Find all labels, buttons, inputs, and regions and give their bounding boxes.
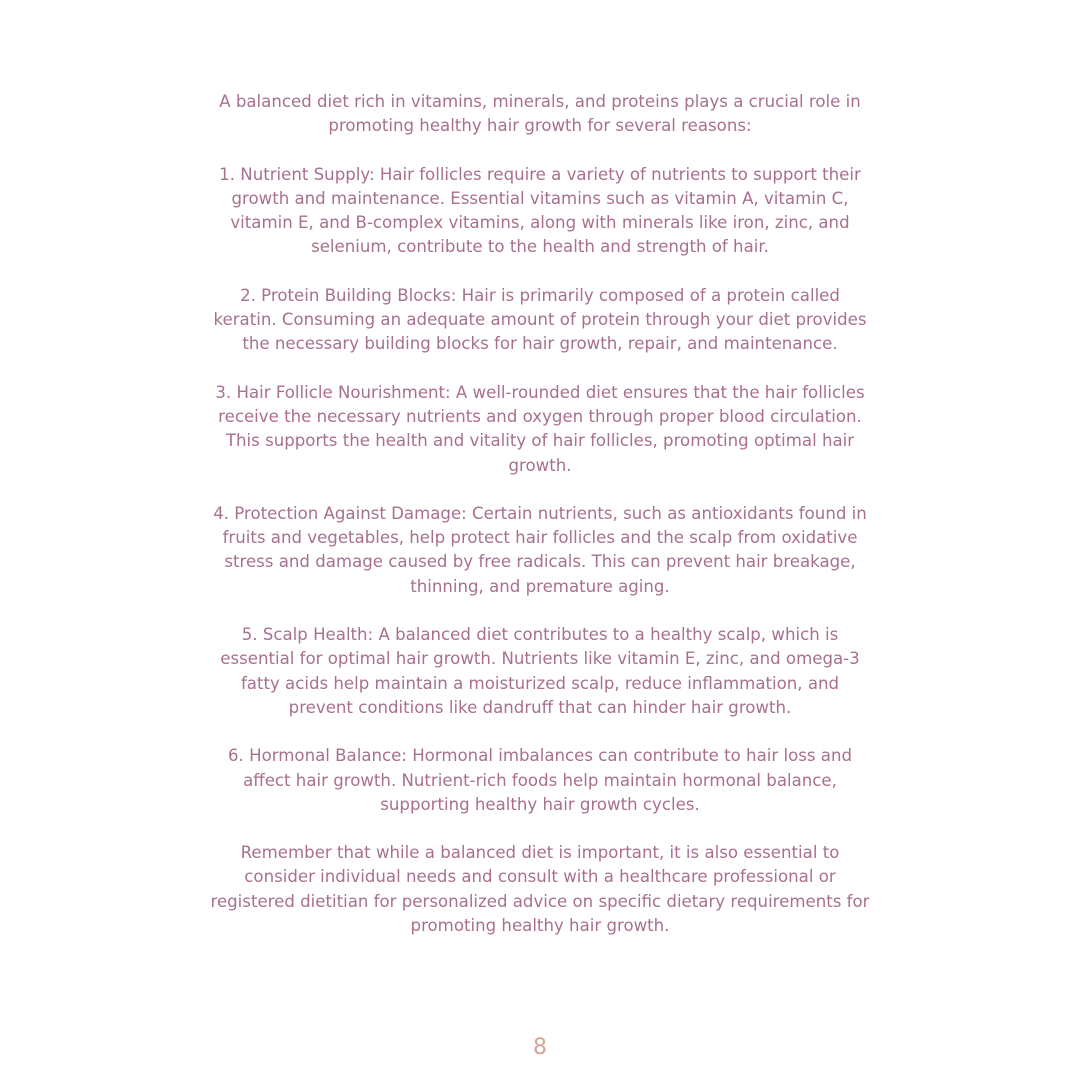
intro-paragraph: A balanced diet rich in vitamins, minerals, and proteins plays a crucial role in promoting healthy hair growth for several reasons: [219, 92, 861, 136]
list-item-protein-building-blocks: 2. Protein Building Blocks: Hair is primarily composed of a protein called keratin. Consuming an adequate amount of protein through your diet provides the necessary building blocks for hair growth, repair, and maintenance. [213, 285, 867, 354]
list-item-scalp-health: 5. Scalp Health: A balanced diet contributes to a healthy scalp, which is essential for optimal hair growth. Nutrients like vitamin E, zinc, and omega-3 fatty acids help maintain a moisturized scalp, reduce inflammation, and prevent conditions like dandruff that can hinder hair growth. [220, 625, 860, 717]
body-text [210, 90, 870, 938]
list-item-nutrient-supply: 1. Nutrient Supply: Hair follicles require a variety of nutrients to support their growth and maintenance. Essential vitamins such as vitamin A, vitamin C, vitamin E, and B-complex vitamins, along with minerals like iron, zinc, and selenium, contribute to the health and strength of hair. [219, 164, 861, 257]
list-item-hormonal-balance: 6. Hormonal Balance: Hormonal imbalances can contribute to hair loss and affect hair growth. Nutrient-rich foods help maintain hormonal balance, supporting healthy hair growth cycles. [228, 746, 852, 814]
page-number: 8 [533, 1035, 547, 1060]
closing-paragraph: Remember that while a balanced diet is important, it is also essential to consider individual needs and consult with a healthcare professional or registered dietitian for personalized advice on specific dietary requirements for promoting healthy hair growth. [210, 843, 870, 936]
list-item-hair-follicle-nourishment: 3. Hair Follicle Nourishment: A well-rounded diet ensures that the hair follicles receive the necessary nutrients and oxygen through proper blood circulation. This supports the health and vitality of hair follicles, promoting optimal hair growth. [215, 382, 865, 475]
list-item-protection-against-damage: 4. Protection Against Damage: Certain nutrients, such as antioxidants found in fruits and vegetables, help protect hair follicles and the scalp from oxidative stress and damage caused by free radicals. This can prevent hair breakage, thinning, and premature aging. [213, 503, 867, 596]
